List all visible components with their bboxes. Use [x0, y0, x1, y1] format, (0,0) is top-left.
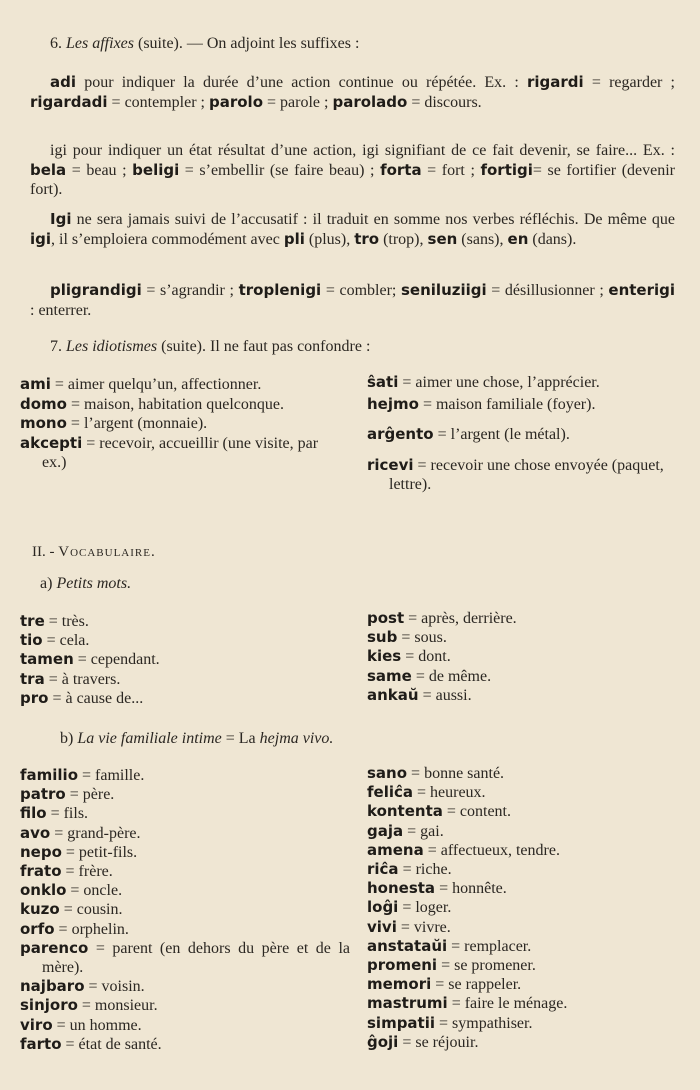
definition: = content.: [442, 803, 511, 821]
term: simpatii: [367, 1013, 436, 1032]
vocab-entry: [20, 824, 350, 843]
term: enterigi: [608, 281, 676, 299]
definition: = voisin.: [84, 978, 145, 996]
term: parolado: [332, 92, 408, 111]
term: pro: [20, 688, 49, 707]
small-words-heading: [40, 574, 131, 594]
vocab-entry: [367, 860, 687, 879]
vocab-entry: [20, 766, 350, 785]
vocab-entry: [20, 785, 350, 804]
vocab-entry: [367, 609, 687, 628]
family-life-heading: [60, 729, 333, 749]
definition: = grand-père.: [50, 824, 141, 842]
definition: = se promener.: [437, 957, 536, 975]
term: farto: [20, 1034, 62, 1053]
term: patro: [20, 785, 66, 804]
definition: = recevoir une chose envoyée (paquet, lettre).: [389, 456, 664, 493]
definition: = l’argent (monnaie).: [66, 415, 208, 432]
section-title: Les affixes: [66, 35, 134, 52]
term: honesta: [367, 879, 436, 898]
vocab-entry: [20, 881, 350, 900]
definition: = aussi.: [418, 686, 472, 704]
term: sen: [427, 229, 458, 248]
vocab-entry: [20, 689, 350, 708]
section-number: 6.: [50, 35, 62, 52]
text: = désillusionner ;: [486, 282, 609, 299]
section-7-heading: [50, 337, 370, 357]
vocab-entry: [20, 939, 350, 977]
term: onklo: [20, 881, 67, 900]
term: hejmo: [367, 394, 419, 413]
section-subtitle: (suite). Il ne faut pas confondre :: [161, 338, 371, 355]
definition: = sous.: [397, 629, 447, 647]
term: pli: [283, 229, 305, 248]
term: mastrumi: [367, 994, 448, 1013]
term: ricevi: [367, 455, 414, 474]
vocab-entry: [367, 1033, 687, 1052]
definition: = l’argent (le métal).: [433, 426, 570, 443]
term: frato: [20, 862, 62, 881]
definition: = loger.: [398, 899, 452, 917]
term: vivi: [367, 917, 397, 936]
section-subtitle: (suite). — On adjoint les suffixes :: [138, 35, 360, 52]
term: Igi: [50, 210, 72, 228]
definition: = parent (en dehors du père et de la mère).: [42, 939, 350, 977]
definition: = bonne santé.: [407, 765, 505, 782]
term: sinjoro: [20, 996, 78, 1015]
idiom-entry: [20, 375, 345, 395]
paragraph-igi-examples: [30, 281, 675, 320]
idiom-entry: [20, 434, 345, 473]
vocab-entry: [20, 612, 350, 631]
definition: = état de santé.: [61, 1035, 162, 1053]
vocab-entry: [367, 822, 687, 841]
vocab-entry: [367, 764, 687, 783]
term: ami: [20, 375, 51, 393]
vocab-entry: [20, 650, 350, 669]
text: (sans),: [457, 230, 508, 248]
text: = s’embellir (se faire beau) ;: [179, 161, 381, 179]
term: kontenta: [367, 802, 443, 821]
term: pligrandigi: [50, 281, 142, 299]
definition: = cela.: [42, 632, 90, 650]
term: seniluziigi: [401, 281, 487, 299]
definition: = famille.: [78, 767, 145, 784]
term: filo: [20, 804, 47, 823]
term: kuzo: [20, 900, 60, 919]
definition: = gai.: [403, 822, 444, 840]
equals-text: = La: [221, 730, 260, 747]
part-title: Vocabulaire.: [58, 544, 156, 560]
definition: = se rappeler.: [431, 976, 522, 994]
text: = parole ;: [263, 93, 329, 111]
definition: = petit-fils.: [61, 843, 138, 861]
small-words-left-column: [20, 612, 350, 708]
section-number: 7.: [50, 338, 62, 355]
subsection-title-esperanto: hejma vivo.: [259, 730, 334, 747]
subsection-title: Petits mots.: [56, 575, 132, 592]
vocab-entry: [367, 879, 687, 898]
term: sub: [367, 628, 398, 647]
vocab-entry: [367, 647, 687, 666]
definition: = oncle.: [66, 882, 123, 900]
vocab-entry: [20, 631, 350, 650]
term: najbaro: [20, 977, 85, 996]
text: = s’agrandir ;: [141, 282, 239, 299]
term: viro: [20, 1015, 53, 1034]
idioms-right-column: [367, 373, 689, 495]
vocab-entry: [367, 918, 687, 937]
term: riĉa: [367, 860, 399, 879]
text: = se fortifier (devenir fort).: [30, 161, 676, 198]
term: loĝi: [367, 898, 399, 917]
term: anstataŭi: [367, 936, 448, 955]
definition: = remplacer.: [447, 937, 532, 955]
vocabulary-heading: [32, 542, 156, 562]
definition: = de même.: [411, 667, 492, 685]
term: parolo: [208, 92, 263, 111]
definition: = maison, habitation quelconque.: [66, 395, 284, 413]
term: ankaŭ: [367, 685, 419, 704]
text: igi pour indiquer un état résultat d’une action, igi signifiant de ce fait devenir, se faire... Ex. :: [50, 142, 675, 159]
idiom-entry: [367, 395, 689, 415]
vocab-entry: [367, 937, 687, 956]
definition: = orphelin.: [54, 920, 129, 938]
definition: = frère.: [61, 863, 113, 881]
text: ne sera jamais suivi de l’accusatif : il traduit en somme nos verbes réfléchis. De même que: [71, 211, 675, 228]
vocab-entry: [20, 900, 350, 919]
section-6-heading: [50, 34, 359, 54]
definition: = sympathiser.: [435, 1014, 533, 1032]
paragraph-adi: [30, 73, 675, 112]
vocab-entry: [20, 862, 350, 881]
term: feliĉa: [367, 783, 413, 802]
text: = combler;: [321, 282, 401, 299]
paragraph-igi: [30, 141, 675, 200]
term: avo: [20, 823, 51, 842]
term: post: [367, 609, 405, 627]
term: gaja: [367, 821, 404, 840]
definition: = maison familiale (foyer).: [418, 395, 596, 413]
definition: = aimer quelqu’un, affectionner.: [50, 376, 262, 393]
idiom-entry: [20, 395, 345, 415]
vocab-entry: [367, 841, 687, 860]
vocab-entry: [20, 1035, 350, 1054]
term: amena: [367, 840, 424, 859]
definition: = affectueux, tendre.: [423, 841, 560, 859]
idiom-entry: [367, 456, 689, 495]
text: = discours.: [407, 93, 482, 111]
term: parenco: [20, 938, 89, 957]
definition: = honnête.: [435, 880, 507, 898]
term: troplenigi: [238, 281, 322, 299]
definition: = heureux.: [413, 784, 486, 802]
idiom-entry: [367, 425, 689, 445]
vocab-entry: [20, 1016, 350, 1035]
idioms-left-column: [20, 375, 345, 473]
term: en: [507, 229, 529, 248]
term: rigardi: [527, 73, 584, 91]
definition: = très.: [44, 613, 89, 630]
definition: = aimer une chose, l’apprécier.: [398, 374, 600, 391]
term: same: [367, 666, 412, 685]
idiom-entry: [367, 373, 689, 393]
vocab-entry: [367, 1014, 687, 1033]
term: adi: [50, 73, 77, 91]
term: tamen: [20, 650, 74, 669]
text: (plus),: [304, 230, 355, 248]
text: , il s’emploiera commodément avec: [51, 230, 284, 248]
vocab-entry: [20, 996, 350, 1015]
term: akcepti: [20, 433, 83, 452]
vocab-entry: [367, 686, 687, 705]
definition: = dont.: [401, 648, 451, 666]
text: = contempler ;: [107, 93, 209, 111]
term: memori: [367, 975, 432, 994]
idiom-entry: [20, 414, 345, 434]
text: (trop),: [379, 230, 428, 248]
term: kies: [367, 647, 402, 666]
family-right-column: [367, 764, 687, 1052]
vocab-entry: [20, 843, 350, 862]
text: = fort ;: [421, 161, 481, 179]
text: = beau ;: [66, 161, 133, 179]
definition: = père.: [65, 786, 115, 804]
vocab-entry: [367, 628, 687, 647]
term: igi: [30, 229, 52, 248]
definition: = après, derrière.: [404, 610, 517, 627]
term: tro: [354, 229, 380, 248]
vocab-entry: [367, 783, 687, 802]
vocab-entry: [367, 802, 687, 821]
term: ĝoji: [367, 1032, 399, 1051]
vocab-entry: [20, 977, 350, 996]
term: familio: [20, 766, 79, 784]
text: = regarder ;: [583, 74, 676, 91]
term: ŝati: [367, 373, 399, 391]
term: tre: [20, 612, 45, 630]
term: fortigi: [480, 160, 533, 179]
definition: = riche.: [398, 861, 452, 879]
definition: = recevoir, accueillir (une visite, par ex.): [42, 434, 319, 471]
term: promeni: [367, 956, 438, 975]
text: pour indiquer la durée d’une action continue ou répétée. Ex. :: [76, 74, 519, 91]
subsection-label: a): [40, 575, 53, 592]
part-number: II. -: [32, 544, 55, 560]
subsection-label: b): [60, 730, 74, 747]
definition: = à cause de...: [48, 689, 144, 707]
term: orfo: [20, 919, 55, 938]
definition: = faire le ménage.: [447, 995, 568, 1013]
vocab-entry: [367, 898, 687, 917]
definition: = monsieur.: [77, 997, 158, 1015]
term: mono: [20, 414, 67, 432]
vocab-entry: [367, 956, 687, 975]
term: arĝento: [367, 425, 434, 443]
definition: = se réjouir.: [398, 1033, 479, 1051]
definition: = cependant.: [73, 651, 160, 669]
small-words-right-column: [367, 609, 687, 705]
term: nepo: [20, 842, 62, 861]
term: beligi: [132, 160, 180, 179]
term: rigardadi: [30, 92, 108, 111]
vocab-entry: [20, 670, 350, 689]
definition: = cousin.: [59, 901, 123, 919]
paragraph-igi-reflexive: [30, 210, 675, 249]
definition: = fils.: [46, 805, 89, 823]
term: forta: [380, 160, 422, 179]
term: sano: [367, 764, 408, 782]
definition: = un homme.: [52, 1016, 142, 1034]
family-left-column: [20, 766, 350, 1054]
term: domo: [20, 394, 67, 413]
text: (dans).: [528, 230, 577, 248]
vocab-entry: [367, 994, 687, 1013]
vocab-entry: [367, 975, 687, 994]
subsection-title: La vie familiale intime: [77, 730, 222, 747]
term: tio: [20, 631, 43, 650]
term: tra: [20, 669, 45, 688]
vocab-entry: [20, 804, 350, 823]
definition: = à travers.: [44, 670, 121, 688]
term: bela: [30, 160, 67, 179]
text: : enterrer.: [30, 301, 92, 319]
section-title: Les idiotismes: [66, 338, 158, 355]
vocab-entry: [20, 920, 350, 939]
vocab-entry: [367, 667, 687, 686]
definition: = vivre.: [396, 918, 451, 936]
